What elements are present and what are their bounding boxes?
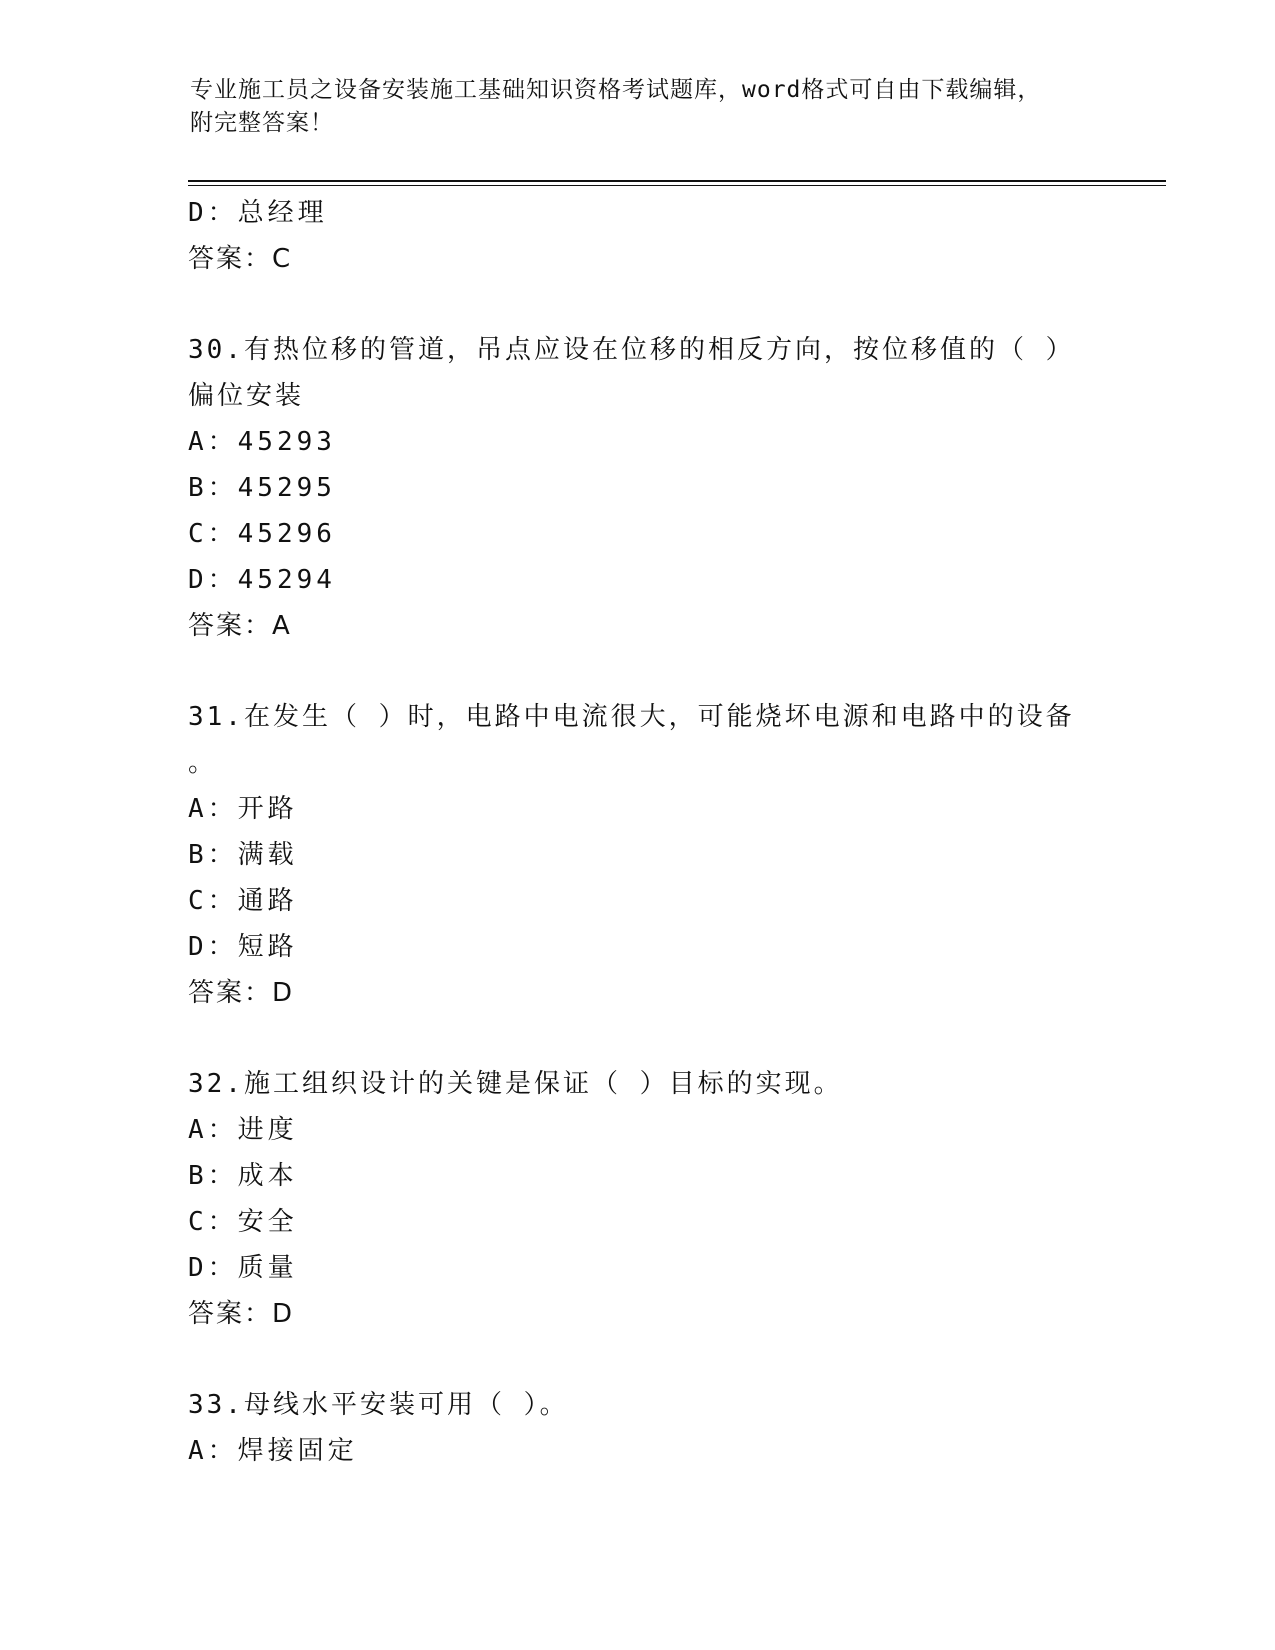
option-c: C：通路 <box>188 886 298 916</box>
option-d: D：质量 <box>188 1253 298 1283</box>
question-31 <box>188 694 1148 1016</box>
option-d: D：总经理 <box>188 198 328 228</box>
answer-line: 答案：C <box>188 244 293 274</box>
option-d: D：短路 <box>188 932 298 962</box>
answer-line: 答案：A <box>188 611 292 641</box>
question-stem-line: 偏位安装 <box>188 381 305 411</box>
spacer <box>188 1016 1148 1061</box>
option-b: B：满载 <box>188 840 298 870</box>
option-a: A：进度 <box>188 1115 298 1145</box>
question-stem-line: 33.母线水平安装可用（ ）。 <box>188 1390 569 1420</box>
header-divider <box>188 180 1166 186</box>
option-c: C：45296 <box>188 519 336 549</box>
option-a: A：开路 <box>188 794 298 824</box>
option-a: A：45293 <box>188 427 336 457</box>
option-b: B：成本 <box>188 1161 298 1191</box>
page-header <box>190 74 1090 140</box>
question-stem-line: 32.施工组织设计的关键是保证（ ）目标的实现。 <box>188 1069 843 1099</box>
spacer <box>188 649 1148 694</box>
question-32 <box>188 1061 1148 1337</box>
answer-line: 答案：D <box>188 1299 295 1329</box>
option-b: B：45295 <box>188 473 336 503</box>
answer-line: 答案：D <box>188 978 295 1008</box>
spacer <box>188 282 1148 327</box>
question-33 <box>188 1382 1148 1474</box>
header-line-1: 专业施工员之设备安装施工基础知识资格考试题库，word格式可自由下载编辑， <box>190 77 1042 103</box>
question-30 <box>188 327 1148 649</box>
question-stem-line: 31.在发生（ ）时，电路中电流很大，可能烧坏电源和电路中的设备 <box>188 702 1075 732</box>
option-d: D：45294 <box>188 565 336 595</box>
question-stem-line: 。 <box>188 748 218 778</box>
question-content <box>188 190 1148 1474</box>
question-stem-line: 30.有热位移的管道，吊点应设在位移的相反方向，按位移值的（ ） <box>188 335 1075 365</box>
option-a: A：焊接固定 <box>188 1436 358 1466</box>
spacer <box>188 1337 1148 1382</box>
header-line-2: 附完整答案！ <box>190 110 334 136</box>
option-c: C：安全 <box>188 1207 298 1237</box>
